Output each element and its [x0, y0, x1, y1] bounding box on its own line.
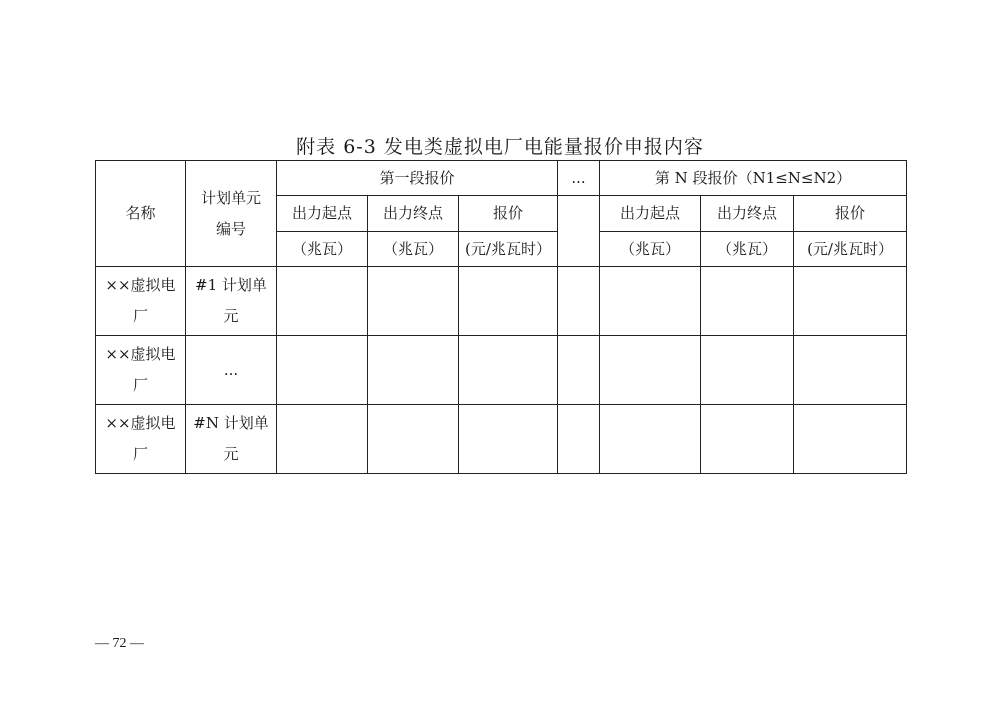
cell-start-n [600, 267, 701, 336]
row-name-line1: ××虚拟电 [105, 345, 176, 363]
header-segment-1: 第一段报价 [277, 161, 558, 196]
cell-end-n [701, 267, 794, 336]
cell-start-n [600, 405, 701, 474]
header-unit-line1: 计划单元 [200, 188, 261, 207]
row-unit-line2: 元 [223, 445, 239, 463]
header-end-1: 出力终点 [368, 196, 459, 232]
row-unit [186, 405, 277, 474]
cell-start-1 [277, 405, 368, 474]
cell-start-1 [277, 336, 368, 405]
unit-mw-start-n: （兆瓦） [600, 232, 701, 267]
row-unit-line1: #1 计划单 [195, 276, 267, 294]
cell-end-n [701, 405, 794, 474]
row-unit-line2: 元 [223, 307, 239, 325]
row-name [96, 405, 186, 474]
cell-price-1 [459, 336, 558, 405]
row-unit [186, 267, 277, 336]
header-unit-line2: 编号 [215, 219, 246, 238]
unit-mw-start-1: （兆瓦） [277, 232, 368, 267]
header-segment-n: 第 N 段报价（N1≤N≤N2） [600, 161, 907, 196]
cell-price-1 [459, 267, 558, 336]
cell-start-n [600, 336, 701, 405]
unit-mw-end-n: （兆瓦） [701, 232, 794, 267]
cell-end-1 [368, 267, 459, 336]
cell-ellipsis [558, 405, 600, 474]
cell-ellipsis [558, 267, 600, 336]
row-unit-line1: #N 计划单 [193, 414, 269, 432]
header-name: 名称 [96, 161, 186, 267]
header-ellipsis-blank [558, 196, 600, 267]
header-unit-no [186, 161, 277, 267]
cell-end-1 [368, 405, 459, 474]
cell-ellipsis [558, 336, 600, 405]
unit-price-n: (元/兆瓦时） [794, 232, 907, 267]
page-number: — 72 — [95, 636, 144, 651]
header-start-n: 出力起点 [600, 196, 701, 232]
header-end-n: 出力终点 [701, 196, 794, 232]
cell-start-1 [277, 267, 368, 336]
header-price-n: 报价 [794, 196, 907, 232]
row-name-line2: 厂 [132, 307, 148, 325]
cell-price-n [794, 405, 907, 474]
cell-end-1 [368, 336, 459, 405]
cell-end-n [701, 336, 794, 405]
table-title: 附表 6-3 发电类虚拟电厂电能量报价申报内容 [296, 136, 704, 158]
header-ellipsis: ... [558, 161, 600, 196]
unit-price-1: (元/兆瓦时） [459, 232, 558, 267]
cell-price-n [794, 267, 907, 336]
row-name-line2: 厂 [132, 445, 148, 463]
row-name-line1: ××虚拟电 [105, 276, 176, 294]
header-start-1: 出力起点 [277, 196, 368, 232]
row-unit: ... [186, 336, 277, 405]
bid-table [95, 160, 907, 474]
row-name-line1: ××虚拟电 [105, 414, 176, 432]
header-price-1: 报价 [459, 196, 558, 232]
table-row [96, 267, 907, 336]
row-name-line2: 厂 [132, 376, 148, 394]
row-name [96, 267, 186, 336]
table-row [96, 405, 907, 474]
table-row [96, 336, 907, 405]
cell-price-n [794, 336, 907, 405]
row-name [96, 336, 186, 405]
unit-mw-end-1: （兆瓦） [368, 232, 459, 267]
cell-price-1 [459, 405, 558, 474]
